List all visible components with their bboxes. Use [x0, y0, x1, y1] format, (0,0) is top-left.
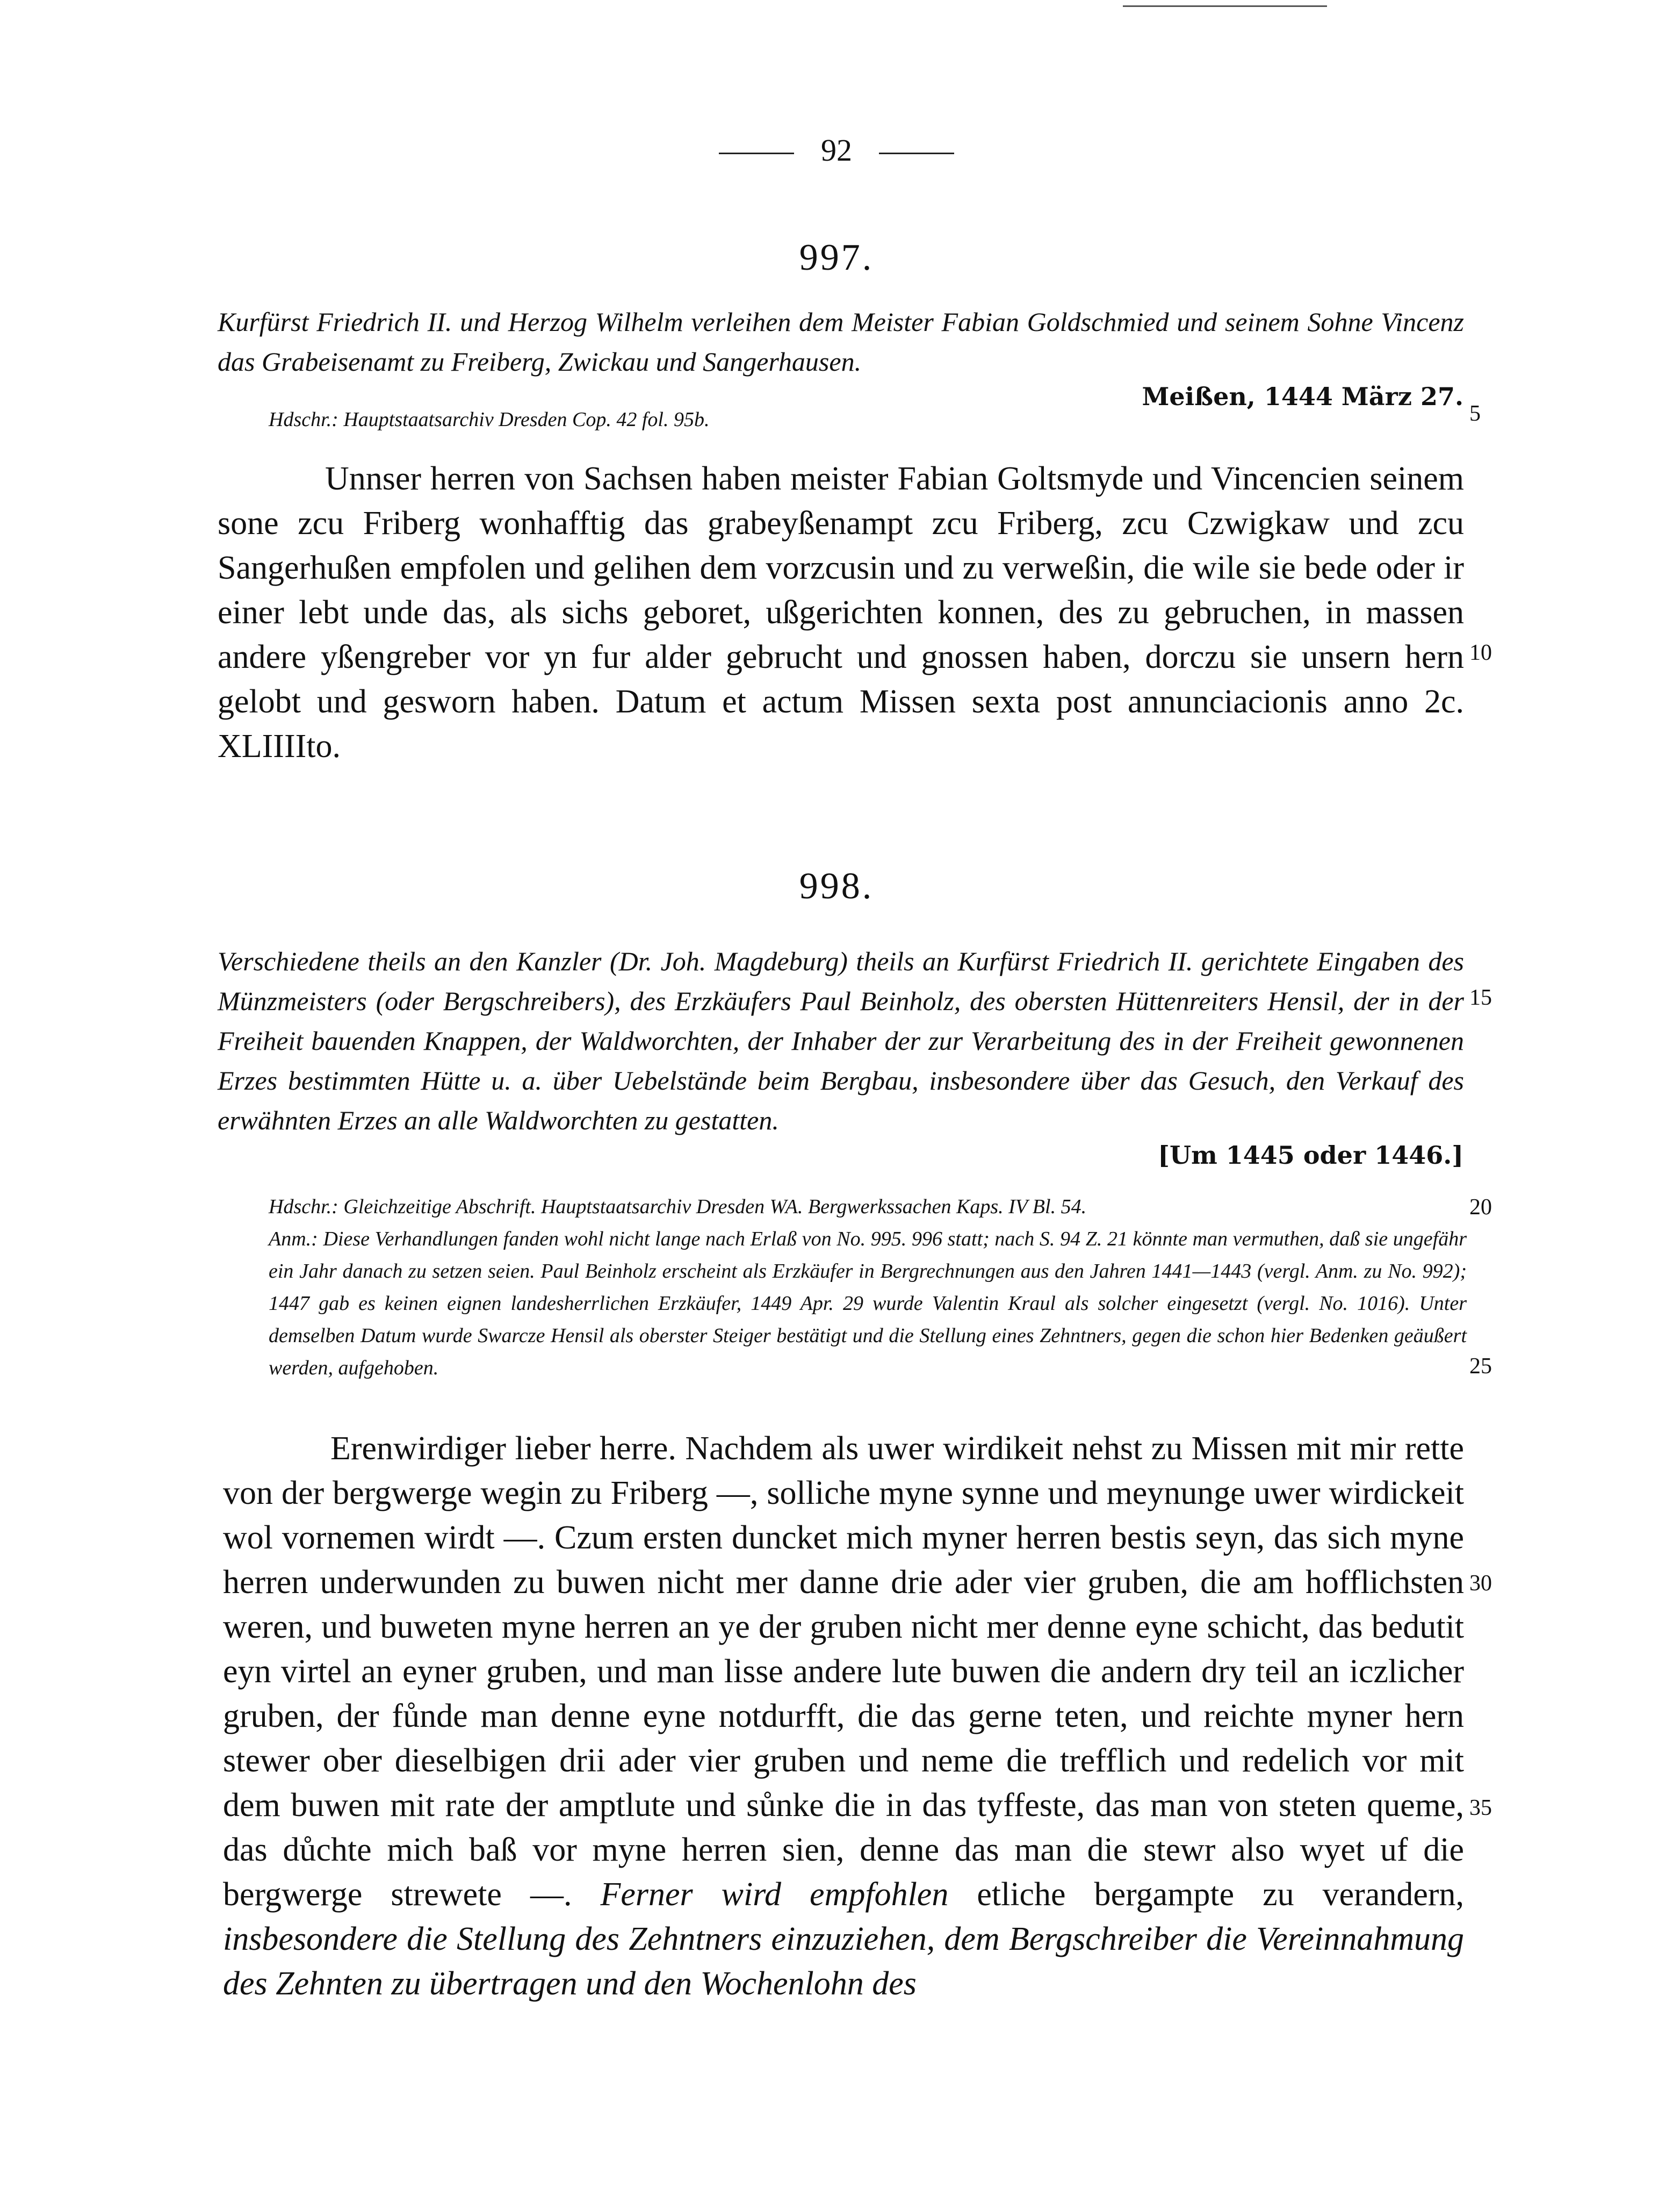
doc-998-text	[223, 1426, 1464, 2006]
doc-997-text-content: Unnser herren von Sachsen haben meister Fabian Goltsmyde und Vincencien seinem sone zcu Friberg wonhafftig das grabeyßenampt zcu Friberg, zcu Czwigkaw und zcu Sangerhußen empfolen und gelihen dem vorzcusin und zu verweßin, die wile sie bede oder ir einer lebt unde das, als sichs geboret, ußgerichten konnen, des zu gebruchen, in massen andere yßengreber vor yn fur alder gebrucht und gnossen haben, dorczu sie unsern hern gelobt und gesworn haben. Datum et actum Missen sexta post annunciacionis anno 2c. XLIIIIto.	[218, 460, 1464, 765]
header-dash-left	[719, 153, 794, 154]
doc-997-number: 997.	[799, 237, 874, 278]
doc-998-dateline: [Um 1445 oder 1446.]	[1158, 1141, 1463, 1170]
margin-line-number: 25	[1469, 1354, 1492, 1379]
top-rule-divider	[1123, 5, 1327, 7]
margin-line-number: 5	[1469, 401, 1481, 426]
margin-line-number: 20	[1469, 1195, 1492, 1220]
doc-997-source: Hdschr.: Hauptstaatsarchiv Dresden Cop. 42 fol. 95b.	[269, 408, 710, 431]
doc-998-source: Hdschr.: Gleichzeitige Abschrift. Hauptstaatsarchiv Dresden WA. Bergwerkssachen Kaps. IV Bl. 54.	[269, 1195, 1087, 1218]
doc-997-summary: Kurfürst Friedrich II. und Herzog Wilhelm verleihen dem Meister Fabian Goldschmied und seinem Sohne Vincenz das Grabeisenamt zu Freiberg, Zwickau und Sangerhausen.	[218, 307, 1464, 377]
margin-line-number: 35	[1469, 1796, 1492, 1820]
doc-998-editorial-italic-end: insbesondere die Stellung des Zehntners einzuziehen, dem Bergschreiber die Vereinnahmung des Zehnten zu übertragen und den Wochenlohn des	[223, 1921, 1464, 2002]
page-header	[0, 132, 1673, 169]
doc-998-apparatus	[269, 1191, 1467, 1384]
doc-998-number: 998.	[799, 866, 874, 907]
doc-998-text-main: Erenwirdiger lieber herre. Nachdem als uwer wirdikeit nehst zu Missen mit mir rette von der bergwerge wegin zu Friberg —, solliche myne synne und meynunge uwer wirdickeit wol vornemen wirdt —. Czum ersten duncket mich myner herren bestis seyn, das sich myne herren underwunden zu buwen nicht mer danne drie ader vier gruben, die am hofflichsten weren, und buweten myne herren an ye der gruben nicht mer denne eyne schicht, das bedutit eyn virtel an eyner gruben, und man lisse andere lute buwen die andern dry teil an iczlicher gruben, der fůnde man denne eyne notdurfft, die das gerne teten, und reichte myner hern stewer ober dieselbigen drii ader vier gruben und neme die trefflich und redelich vor mit dem buwen mit rate der amptlute und sůnke die in das tyffeste, das man von steten queme, das důchte mich baß vor myne herren sien, denne das man die stewr also wyet uf die bergwerge strewete —.	[223, 1430, 1464, 1913]
doc-998-text-after: etliche bergampte zu verandern,	[977, 1876, 1464, 1913]
doc-998-editorial-italic: Ferner wird empfohlen	[600, 1876, 949, 1913]
header-dash-right	[879, 153, 954, 154]
margin-line-number: 10	[1469, 640, 1492, 665]
doc-997-text	[218, 457, 1464, 769]
doc-997-dateline: Meißen, 1444 März 27.	[1142, 382, 1463, 411]
page-number: 92	[821, 133, 852, 168]
margin-line-number: 30	[1469, 1571, 1492, 1596]
doc-998-summary: Verschiedene theils an den Kanzler (Dr. Joh. Magdeburg) theils an Kurfürst Friedrich II. gerichtete Eingaben des Münzmeisters (oder Bergschreibers), des Erzkäufers Paul Beinholz, des obersten Hüttenreiters Hensil, der in der Freiheit bauenden Knappen, der Waldworchten, der Inhaber der zur Verarbeitung des in der Freiheit gewonnenen Erzes bestimmten Hütte u. a. über Uebelstände beim Bergbau, insbesondere über das Gesuch, den Verkauf des erwähnten Erzes an alle Waldworchten zu gestatten.	[218, 946, 1464, 1135]
margin-line-number: 15	[1469, 985, 1492, 1010]
doc-998-note: Anm.: Diese Verhandlungen fanden wohl nicht lange nach Erlaß von No. 995. 996 statt; nach S. 94 Z. 21 könnte man vermuthen, daß sie ungefähr ein Jahr danach zu setzen seien. Paul Beinholz erscheint als Erzkäufer in Bergrechnungen aus den Jahren 1441—1443 (vergl. Anm. zu No. 992); 1447 gab es keinen eignen landesherrlichen Erzkäufer, 1449 Apr. 29 wurde Valentin Kraul als solcher eingesetzt (vergl. No. 1016). Unter demselben Datum wurde Swarcze Hensil als oberster Steiger bestätigt und die Stellung eines Zehntners, gegen die schon hier Bedenken geäußert werden, aufgehoben.	[269, 1228, 1467, 1379]
